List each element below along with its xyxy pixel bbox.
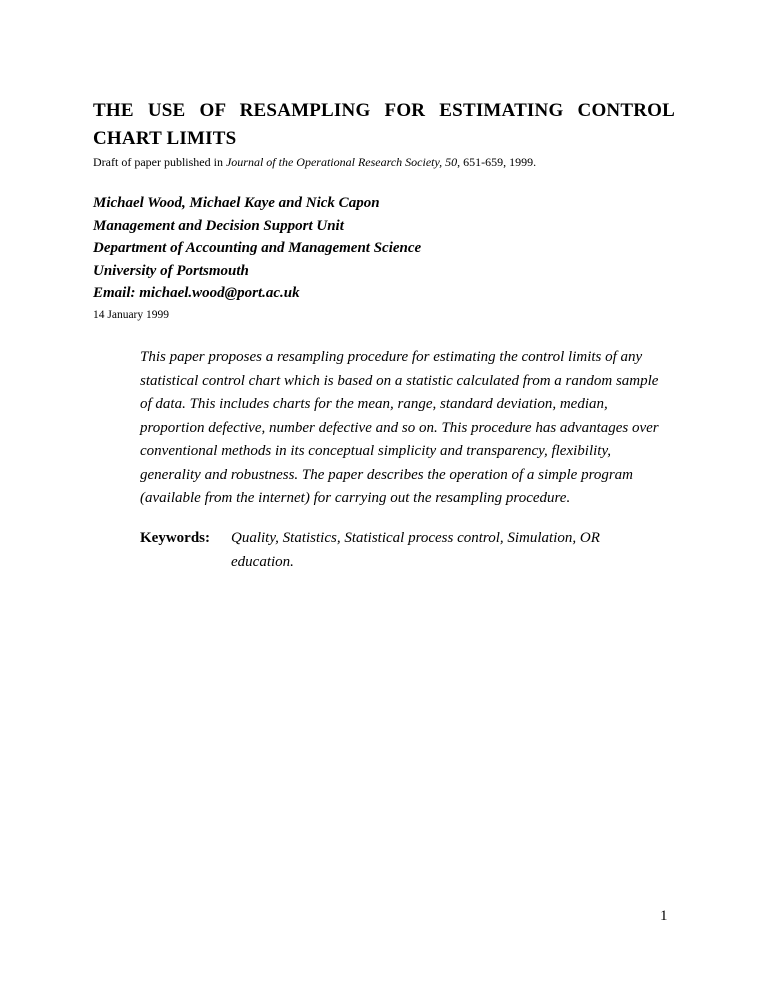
paper-title-line-1: THE USE OF RESAMPLING FOR ESTIMATING CONTROL [93,100,675,121]
publication-note [93,155,536,169]
author-block [93,192,421,305]
author-unit: Management and Decision Support Unit [93,217,344,234]
page-number: 1 [660,908,668,924]
journal-name: Journal of the Operational Research Society, 50 [225,155,458,169]
keywords-label: Keywords: [140,530,210,546]
paper-date: 14 January 1999 [93,309,170,321]
paper-title [93,97,675,153]
author-names: Michael Wood, Michael Kaye and Nick Capon [93,195,380,211]
keywords-text: Quality, Statistics, Statistical process control, Simulation, OR education. [231,530,600,570]
author-department: Department of Accounting and Management Science [93,240,422,256]
keywords [140,527,670,574]
paper-title-line-2: CHART LIMITS [93,128,237,149]
author-university: University of Portsmouth [93,262,249,279]
abstract: This paper proposes a resampling procedure for estimating the control limits of any statistical control chart which is based on a statistic calculated from a random sample of data. This includes charts for the mean, range, standard deviation, median, proportion defective, number defective and so on. This procedure has advantages over conventional methods in its conceptual simplicity and transparency, flexibility, generality and robustness. The paper describes the operation of a simple program (available from the internet) for carrying out the resampling procedure. [140,349,659,506]
author-email: Email: michael.wood@port.ac.uk [93,285,300,301]
publication-note-suffix: , 651-659, 1999. [457,155,537,169]
publication-note-prefix: Draft of paper published in [93,155,226,169]
